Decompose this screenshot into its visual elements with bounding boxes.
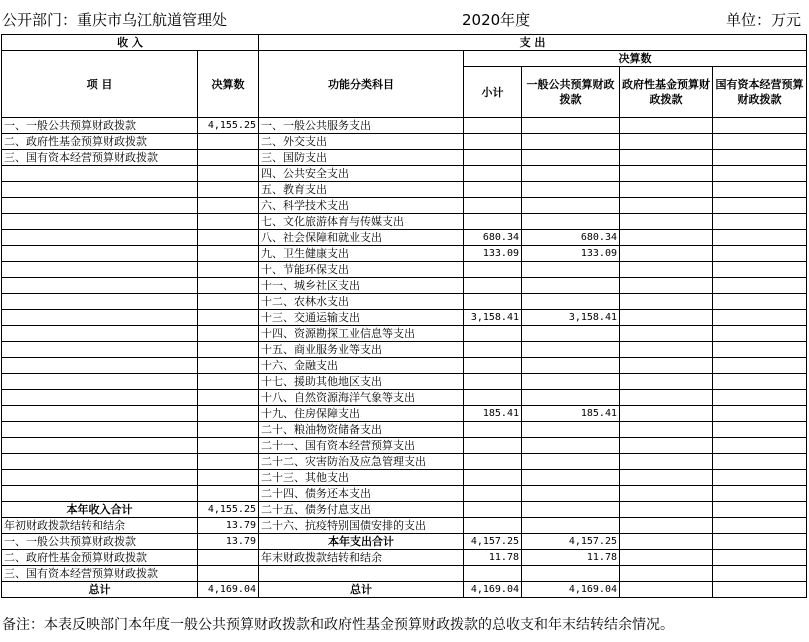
- gov-fund-cell: [620, 486, 713, 502]
- expense-item-cell: 二十五、债务付息支出: [259, 502, 464, 518]
- gov-fund-cell: [620, 294, 713, 310]
- gov-fund-cell: [620, 326, 713, 342]
- expense-item-cell: 八、社会保障和就业支出: [259, 230, 464, 246]
- subtotal-cell: 3,158.41: [464, 310, 522, 326]
- state-capital-cell: [713, 214, 807, 230]
- income-item-cell: 二、政府性基金预算财政拨款: [2, 134, 198, 150]
- general-budget-column-header: 一般公共预算财政拨款: [522, 67, 620, 118]
- table-row: [2, 230, 807, 246]
- gov-fund-cell: [620, 358, 713, 374]
- table-row: [2, 566, 807, 582]
- final-amount-group-header: 决算数: [464, 51, 807, 67]
- gov-fund-cell: [620, 310, 713, 326]
- table-row: [2, 118, 807, 134]
- gov-fund-cell: [620, 166, 713, 182]
- income-item-cell: [2, 422, 198, 438]
- gov-fund-column-header: 政府性基金预算财政拨款: [620, 67, 713, 118]
- expense-item-cell: 十、节能环保支出: [259, 262, 464, 278]
- income-item-cell: 总计: [2, 582, 198, 598]
- state-capital-cell: [713, 406, 807, 422]
- subtotal-cell: [464, 486, 522, 502]
- general-budget-cell: [522, 438, 620, 454]
- expense-item-cell: 十七、援助其他地区支出: [259, 374, 464, 390]
- income-amount-cell: [198, 390, 259, 406]
- table-row: [2, 438, 807, 454]
- subtotal-cell: 133.09: [464, 246, 522, 262]
- subtotal-cell: 185.41: [464, 406, 522, 422]
- gov-fund-cell: [620, 534, 713, 550]
- subtotal-cell: [464, 150, 522, 166]
- income-item-cell: [2, 262, 198, 278]
- subtotal-cell: 680.34: [464, 230, 522, 246]
- general-budget-cell: [522, 134, 620, 150]
- state-capital-cell: [713, 118, 807, 134]
- income-amount-cell: [198, 262, 259, 278]
- table-row: [2, 582, 807, 598]
- state-capital-cell: [713, 566, 807, 582]
- general-budget-cell: 680.34: [522, 230, 620, 246]
- gov-fund-cell: [620, 118, 713, 134]
- income-amount-cell: [198, 550, 259, 566]
- income-item-cell: [2, 358, 198, 374]
- subtotal-cell: [464, 166, 522, 182]
- expense-item-cell: 十三、交通运输支出: [259, 310, 464, 326]
- general-budget-cell: [522, 262, 620, 278]
- income-amount-cell: 4,155.25: [198, 118, 259, 134]
- income-item-cell: [2, 326, 198, 342]
- gov-fund-cell: [620, 422, 713, 438]
- expense-item-cell: 十四、资源勘探工业信息等支出: [259, 326, 464, 342]
- subtotal-cell: [464, 342, 522, 358]
- state-capital-cell: [713, 582, 807, 598]
- income-amount-cell: [198, 358, 259, 374]
- state-capital-column-header: 国有资本经营预算财政拨款: [713, 67, 807, 118]
- general-budget-cell: 4,157.25: [522, 534, 620, 550]
- subtotal-cell: [464, 502, 522, 518]
- income-item-cell: [2, 406, 198, 422]
- table-row: [2, 534, 807, 550]
- subtotal-cell: [464, 182, 522, 198]
- income-amount-cell: [198, 454, 259, 470]
- state-capital-cell: [713, 262, 807, 278]
- subtotal-cell: [464, 390, 522, 406]
- state-capital-cell: [713, 134, 807, 150]
- income-item-cell: [2, 198, 198, 214]
- expense-item-cell: 十二、农林水支出: [259, 294, 464, 310]
- table-row: [2, 134, 807, 150]
- general-budget-cell: 3,158.41: [522, 310, 620, 326]
- state-capital-cell: [713, 486, 807, 502]
- table-row: [2, 150, 807, 166]
- general-budget-cell: [522, 358, 620, 374]
- table-row: [2, 182, 807, 198]
- general-budget-cell: [522, 278, 620, 294]
- general-budget-cell: 185.41: [522, 406, 620, 422]
- subtotal-cell: [464, 118, 522, 134]
- income-item-cell: 本年收入合计: [2, 502, 198, 518]
- general-budget-cell: [522, 214, 620, 230]
- table-row: [2, 294, 807, 310]
- table-row: [2, 246, 807, 262]
- income-item-cell: [2, 454, 198, 470]
- state-capital-cell: [713, 326, 807, 342]
- general-budget-cell: [522, 518, 620, 534]
- state-capital-cell: [713, 342, 807, 358]
- income-item-cell: 二、政府性基金预算财政拨款: [2, 550, 198, 566]
- table-row: [2, 390, 807, 406]
- expense-item-cell: 十八、自然资源海洋气象等支出: [259, 390, 464, 406]
- gov-fund-cell: [620, 582, 713, 598]
- income-amount-cell: [198, 566, 259, 582]
- subtotal-cell: [464, 198, 522, 214]
- income-amount-cell: [198, 278, 259, 294]
- table-row: [2, 518, 807, 534]
- income-item-cell: [2, 438, 198, 454]
- income-item-cell: [2, 294, 198, 310]
- income-amount-cell: [198, 246, 259, 262]
- expense-section-header: 支 出: [259, 35, 807, 51]
- state-capital-cell: [713, 534, 807, 550]
- gov-fund-cell: [620, 230, 713, 246]
- income-item-cell: 一、一般公共预算财政拨款: [2, 118, 198, 134]
- state-capital-cell: [713, 310, 807, 326]
- gov-fund-cell: [620, 566, 713, 582]
- expense-item-cell: 二十三、其他支出: [259, 470, 464, 486]
- state-capital-cell: [713, 550, 807, 566]
- column-header-row: [2, 51, 807, 67]
- state-capital-cell: [713, 150, 807, 166]
- state-capital-cell: [713, 246, 807, 262]
- general-budget-cell: [522, 390, 620, 406]
- general-budget-cell: [522, 182, 620, 198]
- state-capital-cell: [713, 278, 807, 294]
- general-budget-cell: [522, 374, 620, 390]
- income-item-cell: [2, 246, 198, 262]
- general-budget-cell: [522, 198, 620, 214]
- income-amount-cell: [198, 422, 259, 438]
- table-row: [2, 310, 807, 326]
- expense-item-cell: 总计: [259, 582, 464, 598]
- income-amount-cell: [198, 230, 259, 246]
- general-budget-cell: [522, 454, 620, 470]
- income-amount-cell: [198, 182, 259, 198]
- state-capital-cell: [713, 358, 807, 374]
- gov-fund-cell: [620, 406, 713, 422]
- general-budget-cell: 11.78: [522, 550, 620, 566]
- gov-fund-cell: [620, 454, 713, 470]
- table-row: [2, 358, 807, 374]
- fiscal-year-label: 2020年度: [462, 11, 531, 29]
- gov-fund-cell: [620, 198, 713, 214]
- income-item-cell: [2, 230, 198, 246]
- gov-fund-cell: [620, 438, 713, 454]
- subtotal-cell: 4,169.04: [464, 582, 522, 598]
- general-budget-cell: 133.09: [522, 246, 620, 262]
- subtotal-cell: 4,157.25: [464, 534, 522, 550]
- income-amount-cell: [198, 326, 259, 342]
- expense-item-cell: 五、教育支出: [259, 182, 464, 198]
- income-item-cell: [2, 166, 198, 182]
- subtotal-cell: [464, 422, 522, 438]
- income-item-cell: [2, 214, 198, 230]
- subtotal-cell: [464, 438, 522, 454]
- expense-item-cell: 二十二、灾害防治及应急管理支出: [259, 454, 464, 470]
- state-capital-cell: [713, 454, 807, 470]
- state-capital-cell: [713, 422, 807, 438]
- gov-fund-cell: [620, 262, 713, 278]
- table-row: [2, 278, 807, 294]
- subtotal-cell: [464, 134, 522, 150]
- expense-item-cell: 十五、商业服务业等支出: [259, 342, 464, 358]
- gov-fund-cell: [620, 182, 713, 198]
- income-amount-cell: [198, 166, 259, 182]
- gov-fund-cell: [620, 550, 713, 566]
- general-budget-cell: [522, 118, 620, 134]
- expense-item-cell: 七、文化旅游体育与传媒支出: [259, 214, 464, 230]
- expense-item-cell: 二十四、债务还本支出: [259, 486, 464, 502]
- income-item-cell: [2, 278, 198, 294]
- expense-item-cell: 四、公共安全支出: [259, 166, 464, 182]
- income-amount-cell: [198, 134, 259, 150]
- table-row: [2, 502, 807, 518]
- general-budget-cell: [522, 486, 620, 502]
- income-item-cell: 一、一般公共预算财政拨款: [2, 534, 198, 550]
- state-capital-cell: [713, 230, 807, 246]
- income-amount-cell: 4,169.04: [198, 582, 259, 598]
- income-amount-cell: [198, 214, 259, 230]
- item-column-header: 项 目: [2, 51, 198, 118]
- table-row: [2, 214, 807, 230]
- expense-item-cell: 年末财政拨款结转和结余: [259, 550, 464, 566]
- income-amount-cell: [198, 150, 259, 166]
- subtotal-cell: [464, 518, 522, 534]
- expense-item-cell: 本年支出合计: [259, 534, 464, 550]
- subtotal-cell: [464, 374, 522, 390]
- income-item-cell: [2, 374, 198, 390]
- table-row: [2, 470, 807, 486]
- income-amount-cell: 13.79: [198, 518, 259, 534]
- state-capital-cell: [713, 166, 807, 182]
- subtotal-cell: [464, 470, 522, 486]
- income-item-cell: [2, 310, 198, 326]
- gov-fund-cell: [620, 390, 713, 406]
- expense-item-cell: 九、卫生健康支出: [259, 246, 464, 262]
- expense-item-cell: 十九、住房保障支出: [259, 406, 464, 422]
- table-body: [2, 118, 807, 598]
- expense-item-cell: 二十、粮油物资储备支出: [259, 422, 464, 438]
- general-budget-cell: 4,169.04: [522, 582, 620, 598]
- expense-item-cell: 二十一、国有资本经营预算支出: [259, 438, 464, 454]
- budget-table: [1, 34, 807, 598]
- subtotal-cell: [464, 262, 522, 278]
- table-row: [2, 374, 807, 390]
- income-item-cell: [2, 486, 198, 502]
- state-capital-cell: [713, 390, 807, 406]
- state-capital-cell: [713, 470, 807, 486]
- gov-fund-cell: [620, 342, 713, 358]
- gov-fund-cell: [620, 518, 713, 534]
- income-amount-cell: 4,155.25: [198, 502, 259, 518]
- general-budget-cell: [522, 470, 620, 486]
- state-capital-cell: [713, 374, 807, 390]
- general-budget-cell: [522, 566, 620, 582]
- gov-fund-cell: [620, 502, 713, 518]
- subtotal-cell: [464, 294, 522, 310]
- table-row: [2, 422, 807, 438]
- general-budget-cell: [522, 294, 620, 310]
- unit-label: 单位：万元: [726, 11, 802, 29]
- gov-fund-cell: [620, 134, 713, 150]
- table-row: [2, 406, 807, 422]
- general-budget-cell: [522, 166, 620, 182]
- income-item-cell: 年初财政拨款结转和结余: [2, 518, 198, 534]
- income-item-cell: 三、国有资本经营预算财政拨款: [2, 566, 198, 582]
- subtotal-cell: [464, 326, 522, 342]
- income-amount-cell: [198, 438, 259, 454]
- state-capital-cell: [713, 182, 807, 198]
- general-budget-cell: [522, 422, 620, 438]
- income-amount-cell: [198, 406, 259, 422]
- table-row: [2, 454, 807, 470]
- subtotal-cell: [464, 566, 522, 582]
- income-amount-cell: [198, 342, 259, 358]
- general-budget-cell: [522, 326, 620, 342]
- table-row: [2, 198, 807, 214]
- state-capital-cell: [713, 518, 807, 534]
- income-amount-cell: [198, 470, 259, 486]
- table-row: [2, 262, 807, 278]
- footnote: 备注：本表反映部门本年度一般公共预算财政拨款和政府性基金预算财政拨款的总收支和年末结转结余情况。: [2, 617, 674, 633]
- income-section-header: 收 入: [2, 35, 259, 51]
- general-budget-cell: [522, 150, 620, 166]
- subtotal-cell: [464, 454, 522, 470]
- income-item-cell: [2, 390, 198, 406]
- subtotal-cell: [464, 358, 522, 374]
- gov-fund-cell: [620, 470, 713, 486]
- gov-fund-cell: [620, 278, 713, 294]
- income-amount-cell: [198, 486, 259, 502]
- income-amount-cell: [198, 310, 259, 326]
- income-item-cell: [2, 470, 198, 486]
- table-row: [2, 166, 807, 182]
- state-capital-cell: [713, 438, 807, 454]
- general-budget-cell: [522, 502, 620, 518]
- subtotal-column-header: 小计: [464, 67, 522, 118]
- income-amount-cell: [198, 294, 259, 310]
- department-label: 公开部门：重庆市乌江航道管理处: [2, 11, 228, 29]
- expense-item-cell: 二、外交支出: [259, 134, 464, 150]
- general-budget-cell: [522, 342, 620, 358]
- state-capital-cell: [713, 294, 807, 310]
- income-item-cell: 三、国有资本经营预算财政拨款: [2, 150, 198, 166]
- income-amount-cell: 13.79: [198, 534, 259, 550]
- function-subject-column-header: 功能分类科目: [259, 51, 464, 118]
- gov-fund-cell: [620, 374, 713, 390]
- gov-fund-cell: [620, 214, 713, 230]
- table-row: [2, 550, 807, 566]
- expense-item-cell: 三、国防支出: [259, 150, 464, 166]
- state-capital-cell: [713, 198, 807, 214]
- state-capital-cell: [713, 502, 807, 518]
- table-row: [2, 342, 807, 358]
- section-header-row: [2, 35, 807, 51]
- expense-item-cell: 十一、城乡社区支出: [259, 278, 464, 294]
- subtotal-cell: [464, 278, 522, 294]
- income-amount-cell: [198, 198, 259, 214]
- expense-item-cell: 六、科学技术支出: [259, 198, 464, 214]
- gov-fund-cell: [620, 246, 713, 262]
- expense-item-cell: 二十六、抗疫特别国债安排的支出: [259, 518, 464, 534]
- subtotal-cell: [464, 214, 522, 230]
- gov-fund-cell: [620, 150, 713, 166]
- income-item-cell: [2, 342, 198, 358]
- expense-item-cell: [259, 566, 464, 582]
- final-amount-column-header: 决算数: [198, 51, 259, 118]
- income-amount-cell: [198, 374, 259, 390]
- income-item-cell: [2, 182, 198, 198]
- expense-item-cell: 一、一般公共服务支出: [259, 118, 464, 134]
- table-row: [2, 326, 807, 342]
- expense-item-cell: 十六、金融支出: [259, 358, 464, 374]
- table-row: [2, 486, 807, 502]
- report-header: [0, 0, 809, 34]
- subtotal-cell: 11.78: [464, 550, 522, 566]
